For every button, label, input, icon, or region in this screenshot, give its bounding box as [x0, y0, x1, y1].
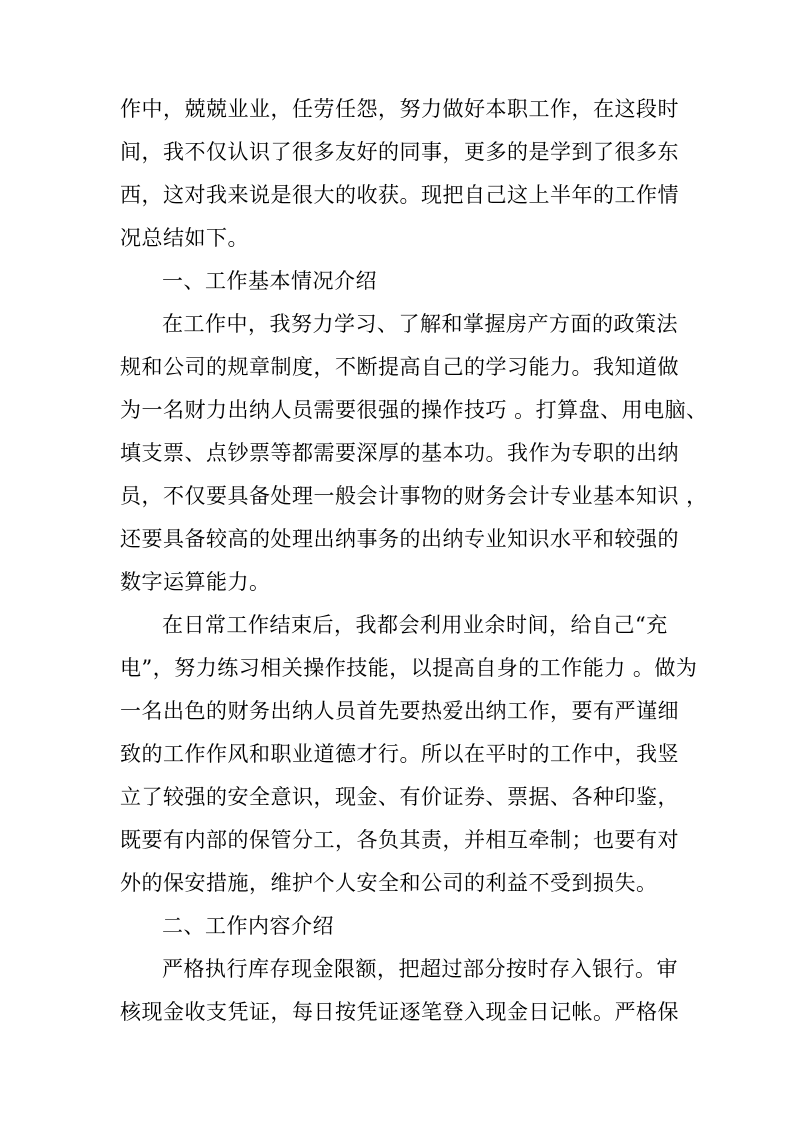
text-line: 既要有内部的保管分工，各负其责，并相互牵制；也要有对 [120, 828, 679, 852]
text-line: 数字运算能力。 [120, 570, 271, 594]
text-line: 外的保安措施，维护个人安全和公司的利益不受到损失。 [120, 871, 658, 895]
text-line: 致的工作作风和职业道德才行。所以在平时的工作中，我竖 [120, 742, 679, 766]
text-line: 在工作中，我努力学习、了解和掌握房产方面的政策法 [162, 312, 678, 336]
text-line: 在日常工作结束后，我都会利用业余时间，给自己“充 [162, 613, 668, 637]
text-line: 一名出色的财务出纳人员首先要热爱出纳工作，要有严谨细 [120, 699, 679, 723]
section-heading: 二、工作内容介绍 [162, 914, 334, 938]
text-line: 立了较强的安全意识，现金、有价证券、票据、各种印鉴， [120, 785, 679, 809]
text-line: 作中，兢兢业业，任劳任怨，努力做好本职工作，在这段时 [120, 97, 679, 121]
text-line: 电”，努力练习相关操作技能，以提高自身的工作能力 。做为 [120, 656, 698, 680]
text-line: 员，不仅要具备处理一般会计事物的财务会计专业基本知识 ， [120, 484, 708, 508]
section-heading: 一、工作基本情况介绍 [162, 269, 377, 293]
text-line: 核现金收支凭证，每日按凭证逐笔登入现金日记帐。严格保 [120, 1000, 679, 1024]
text-line: 严格执行库存现金限额，把超过部分按时存入银行。审 [162, 957, 678, 981]
text-line: 间，我不仅认识了很多友好的同事，更多的是学到了很多东 [120, 140, 679, 164]
text-line: 填支票、点钞票等都需要深厚的基本功。我作为专职的出纳 [120, 441, 679, 465]
text-line: 规和公司的规章制度，不断提高自己的学习能力。我知道做 [120, 355, 679, 379]
text-line: 西，这对我来说是很大的收获。现把自己这上半年的工作情 [120, 183, 679, 207]
text-line: 还要具备较高的处理出纳事务的出纳专业知识水平和较强的 [120, 527, 679, 551]
text-line: 况总结如下。 [120, 226, 249, 250]
text-line: 为一名财力出纳人员需要很强的操作技巧 。打算盘、用电脑、 [120, 398, 708, 422]
